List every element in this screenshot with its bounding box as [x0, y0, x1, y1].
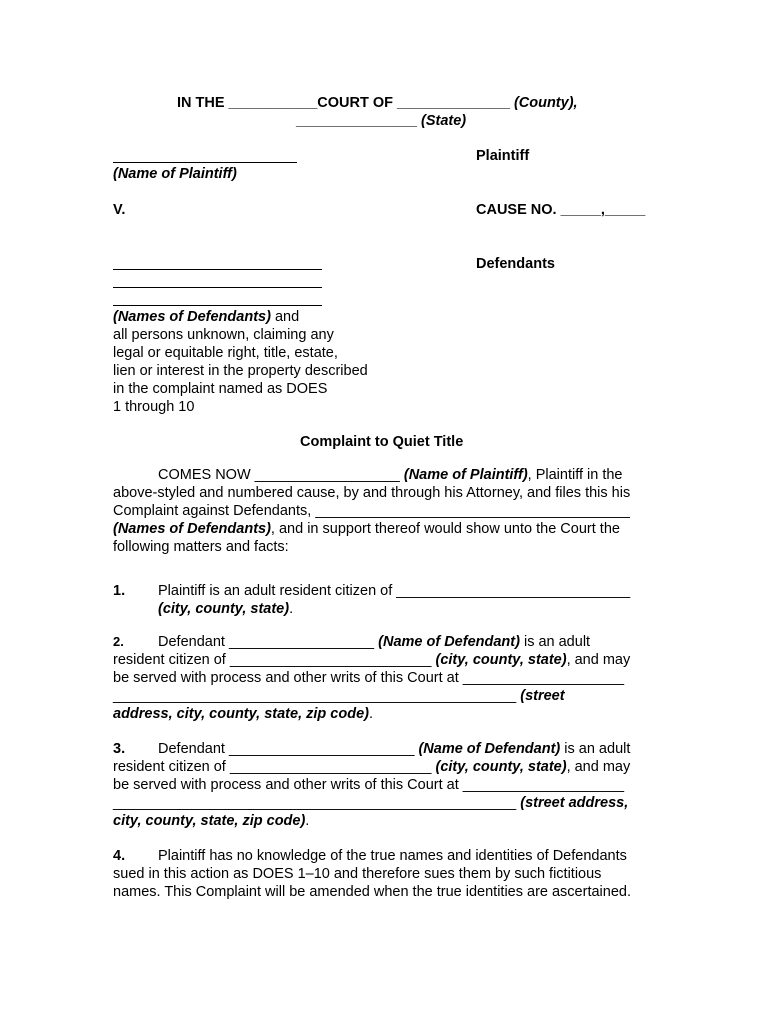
- versus-label: V.: [113, 202, 126, 218]
- paragraph-4-line-3: names. This Complaint will be amended when the true identities are ascertained.: [113, 884, 631, 900]
- defendants-desc-3: lien or interest in the property described: [113, 363, 368, 379]
- paragraph-text: Defendant __________________: [158, 634, 379, 650]
- paragraph-1: [113, 582, 658, 618]
- intro-plaintiff-label: (Name of Plaintiff): [403, 467, 528, 483]
- paragraph-text: , and may: [566, 652, 631, 668]
- paragraph-text: __________________________________________________: [113, 688, 521, 704]
- document-title: Complaint to Quiet Title: [300, 434, 464, 450]
- paragraph-text: resident citizen of _________________________: [113, 759, 436, 775]
- paragraph-3-line-3: be served with process and other writs of this Court at ____________________: [113, 777, 625, 793]
- intro-text: COMES NOW __________________: [158, 467, 404, 483]
- street-address-label: (street: [520, 688, 565, 704]
- paragraph-2-line-4: [113, 687, 658, 705]
- intro-line-4: [113, 520, 658, 538]
- defendants-desc-4: in the complaint named as DOES: [113, 381, 328, 397]
- cause-number: CAUSE NO. _____,_____: [476, 202, 646, 218]
- intro-line-2: above-styled and numbered cause, by and through his Attorney, and files this his: [113, 485, 631, 501]
- plaintiff-name-line: [113, 162, 297, 163]
- intro-line-1: [113, 466, 658, 484]
- paragraph-number: 4.: [113, 848, 126, 864]
- defendant-name-line-3: [113, 305, 322, 306]
- plaintiff-name-label: (Name of Plaintiff): [113, 166, 237, 182]
- intro-defendants-label: (Names of Defendants): [113, 521, 271, 537]
- paragraph-3-line-4: [113, 794, 658, 812]
- paragraph-text: , and may: [566, 759, 631, 775]
- intro-line-5: following matters and facts:: [113, 539, 289, 555]
- paragraph-3-line-2: [113, 758, 658, 776]
- city-county-state-label: (city, county, state): [435, 759, 567, 775]
- paragraph-text: is an adult: [519, 634, 591, 650]
- defendant-name-label: (Name of Defendant): [418, 741, 561, 757]
- county-label: (County),: [513, 95, 578, 111]
- paragraph-2-line-3: be served with process and other writs of this Court at ____________________: [113, 670, 625, 686]
- court-header-line1: [177, 94, 578, 112]
- paragraph-4: [113, 847, 658, 901]
- state-label: (State): [421, 113, 467, 129]
- defendants-desc-5: 1 through 10: [113, 399, 195, 415]
- paragraph-text: is an adult: [560, 741, 631, 757]
- city-county-state-label: (city, county, state): [158, 601, 290, 617]
- city-county-state-label: (city, county, state): [435, 652, 567, 668]
- paragraph-2-line-5: [113, 705, 658, 723]
- defendant-name-line-2: [113, 287, 322, 288]
- paragraph-3: [113, 740, 658, 830]
- paragraph-text: .: [368, 706, 373, 722]
- intro-line-3: Complaint against Defendants, _______________________________________: [113, 503, 630, 519]
- address-label: city, county, state, zip code): [113, 813, 306, 829]
- paragraph-4-line-1: [113, 847, 658, 865]
- intro-text: , and in support thereof would show unto the Court the: [270, 521, 620, 537]
- street-address-label: (street address,: [520, 795, 629, 811]
- defendants-and: and: [270, 309, 300, 325]
- paragraph-1-line-2: [113, 600, 658, 618]
- paragraph-2-line-2: [113, 651, 658, 669]
- state-blank: _______________: [296, 113, 421, 129]
- defendants-label: Defendants: [476, 256, 555, 272]
- paragraph-number: 3.: [113, 741, 126, 757]
- paragraph-text: .: [289, 601, 294, 617]
- defendants-names-line: [113, 308, 299, 326]
- paragraph-3-line-1: [113, 740, 658, 758]
- paragraph-text: Plaintiff has no knowledge of the true names and identities of Defendants: [158, 848, 627, 864]
- paragraph-2: [113, 633, 658, 723]
- court-header-text: IN THE ___________COURT OF ______________: [177, 95, 514, 111]
- defendants-desc-1: all persons unknown, claiming any: [113, 327, 334, 343]
- address-label: address, city, county, state, zip code): [113, 706, 369, 722]
- paragraph-number: 1.: [113, 583, 126, 599]
- paragraph-text: __________________________________________________: [113, 795, 521, 811]
- paragraph-2-line-1: [113, 633, 658, 651]
- defendants-names-label: (Names of Defendants): [113, 309, 271, 325]
- paragraph-1-line-1: [113, 582, 658, 600]
- paragraph-text: resident citizen of _________________________: [113, 652, 436, 668]
- paragraph-4-line-2: sued in this action as DOES 1–10 and therefore sues them by such fictitious: [113, 866, 602, 882]
- paragraph-text: Defendant _______________________: [158, 741, 419, 757]
- court-header-line2: [296, 112, 466, 130]
- defendant-name-label: (Name of Defendant): [378, 634, 520, 650]
- paragraph-text: .: [305, 813, 310, 829]
- intro-text: , Plaintiff in the: [527, 467, 623, 483]
- paragraph-text: Plaintiff is an adult resident citizen of _____________________________: [158, 583, 631, 599]
- defendants-desc-2: legal or equitable right, title, estate,: [113, 345, 338, 361]
- paragraph-3-line-5: [113, 812, 658, 830]
- plaintiff-label: Plaintiff: [476, 148, 530, 164]
- defendant-name-line-1: [113, 269, 322, 270]
- intro-paragraph: [113, 466, 658, 556]
- paragraph-number: 2.: [113, 634, 124, 649]
